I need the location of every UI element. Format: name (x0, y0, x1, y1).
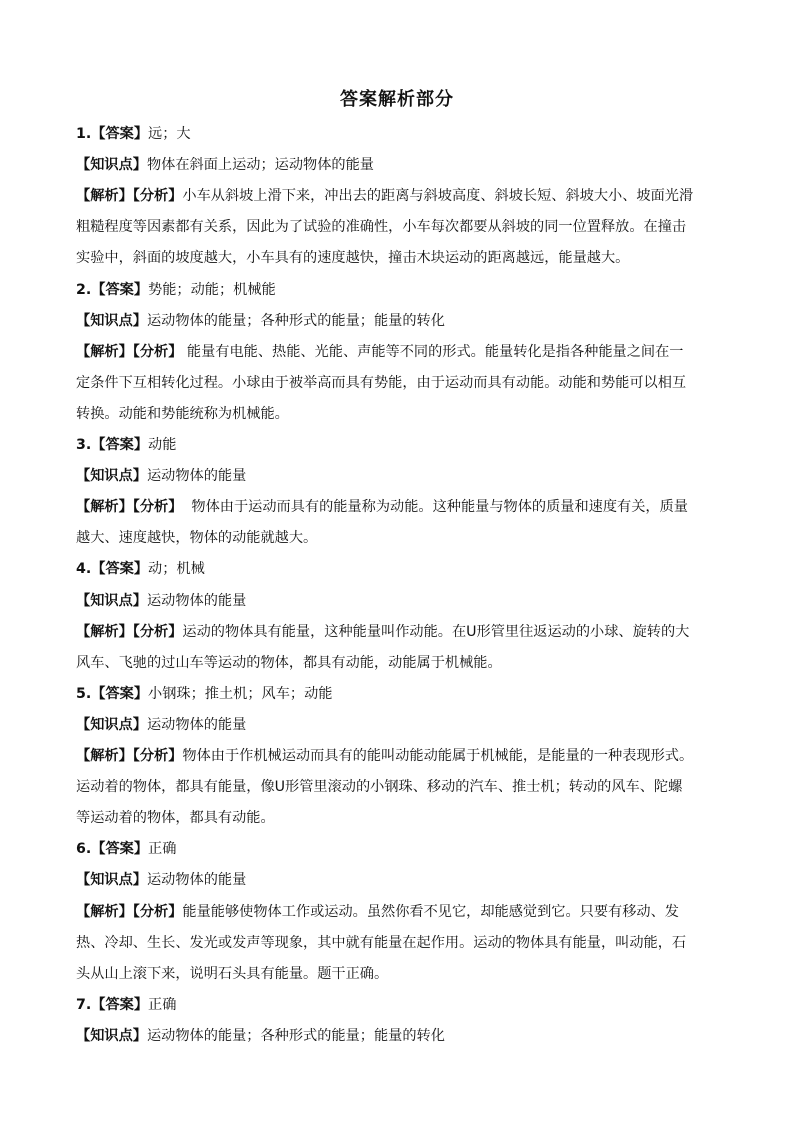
line-text: 运动物体的能量 (146, 468, 247, 485)
text-line (76, 964, 736, 984)
line-text: 能量有电能、热能、光能、声能等不同的形式。能量转化是指各种能量之间在一 (182, 343, 684, 360)
section-tag: 【答案】 (91, 281, 149, 298)
section-line (76, 155, 736, 175)
text-line (76, 528, 736, 548)
section-line (76, 870, 736, 890)
line-text: 能量能够使物体工作或运动。虽然你看不见它，却能感觉到它。只要有移动、发 (182, 903, 679, 920)
section-tag: 【知识点】 (76, 157, 147, 174)
section-tag: 【解析】【分析】 (76, 748, 183, 764)
answer-line (76, 280, 736, 300)
line-text: 小车从斜坡上滑下来，冲出去的距离与斜坡高度、斜坡长短、斜坡大小、坡面光滑 (182, 188, 694, 205)
line-text: 运动的物体具有能量，这种能量叫作动能。在U形管里往返运动的小球、旋转的大 (182, 623, 690, 640)
line-text: 动能 (148, 437, 177, 453)
line-text: 小钢珠；推土机；风车；动能 (148, 685, 333, 702)
answer-line (76, 684, 736, 704)
line-text: 头从山上滚下来，说明石头具有能量。题干正确。 (76, 965, 389, 982)
line-text: 物体由于作机械运动而具有的能叫动能动能属于机械能，是能量的一种表现形式。 (182, 748, 694, 764)
text-line (76, 404, 736, 424)
page-title: 答案解析部分 (340, 89, 454, 110)
section-tag: 【答案】 (91, 126, 149, 142)
line-text: 定条件下互相转化过程。小球由于被举高而具有势能，由于运动而具有动能。动能和势能可以相互 (76, 374, 687, 391)
section-line (76, 622, 736, 642)
line-text: 势能；动能；机械能 (148, 281, 276, 298)
question-number: 1. (76, 126, 92, 142)
line-text: 动；机械 (148, 561, 205, 578)
line-text: 实验中，斜面的坡度越大，小车具有的速度越快，撞击木块运动的距离越远，能量越大。 (76, 250, 630, 267)
text-line (76, 933, 736, 953)
text-line (76, 653, 736, 673)
section-tag: 【解析】【分析】 (76, 188, 183, 205)
line-text: 运动物体的能量；各种形式的能量；能量的转化 (146, 312, 445, 329)
section-line (76, 1026, 736, 1046)
question-number: 4. (76, 561, 92, 578)
line-text: 粗糙程度等因素都有关系，因此为了试验的准确性，小车每次都要从斜坡的同一位置释放。在撞击 (76, 219, 687, 236)
section-tag: 【知识点】 (76, 312, 147, 329)
section-tag: 【解析】【分析】 (76, 903, 183, 920)
text-line (76, 373, 736, 393)
section-tag: 【答案】 (91, 685, 149, 702)
section-line (76, 715, 736, 735)
section-line (76, 186, 736, 206)
section-tag: 【解析】【分析】 (76, 499, 183, 516)
section-line (76, 311, 736, 331)
section-tag: 【答案】 (91, 996, 149, 1013)
line-text: 等运动着的物体，都具有动能。 (76, 810, 275, 827)
section-tag: 【知识点】 (76, 1027, 147, 1044)
line-text: 运动物体的能量；各种形式的能量；能量的转化 (146, 1027, 445, 1044)
text-line (76, 248, 736, 268)
section-line (76, 746, 736, 766)
line-text: 远；大 (148, 126, 191, 142)
section-line (76, 497, 736, 517)
line-text: 正确 (148, 841, 177, 858)
line-text: 转换。动能和势能统称为机械能。 (76, 405, 289, 422)
section-tag: 【答案】 (91, 437, 149, 453)
section-tag: 【答案】 (91, 841, 149, 858)
section-line (76, 902, 736, 922)
section-line (76, 466, 736, 486)
section-tag: 【答案】 (91, 561, 149, 578)
text-line (76, 777, 736, 797)
question-number: 5. (76, 685, 92, 702)
line-text: 运动物体的能量 (146, 872, 247, 889)
question-number: 3. (76, 437, 92, 453)
section-tag: 【解析】【分析】 (76, 623, 183, 640)
answer-line (76, 435, 736, 455)
line-text: 物体由于运动而具有的能量称为动能。这种能量与物体的质量和速度有关，质量 (182, 499, 688, 516)
question-number: 6. (76, 841, 92, 858)
line-text: 风车、飞驰的过山车等运动的物体，都具有动能，动能属于机械能。 (76, 654, 502, 671)
section-tag: 【解析】【分析】 (76, 343, 183, 360)
section-tag: 【知识点】 (76, 468, 147, 485)
line-text: 运动着的物体，都具有能量，像U形管里滚动的小钢珠、移动的汽车、推士机；转动的风车、陀螺 (76, 779, 683, 796)
answer-line (76, 839, 736, 859)
section-tag: 【知识点】 (76, 592, 147, 609)
question-number: 7. (76, 996, 92, 1013)
section-tag: 【知识点】 (76, 716, 147, 733)
question-number: 2. (76, 281, 92, 298)
section-tag: 【知识点】 (76, 872, 147, 889)
text-line (76, 808, 736, 828)
section-line (76, 591, 736, 611)
line-text: 物体在斜面上运动；运动物体的能量 (146, 157, 374, 174)
answer-line (76, 559, 736, 579)
line-text: 运动物体的能量 (146, 716, 247, 733)
line-text: 越大、速度越快，物体的动能就越大。 (76, 530, 318, 547)
line-text: 热、冷却、生长、发光或发声等现象，其中就有能量在起作用。运动的物体具有能量，叫动能，石 (76, 934, 687, 951)
answer-line (76, 124, 736, 144)
section-line (76, 342, 736, 362)
answer-line (76, 995, 736, 1015)
line-text: 运动物体的能量 (146, 592, 247, 609)
line-text: 正确 (148, 996, 177, 1013)
text-line (76, 217, 736, 237)
